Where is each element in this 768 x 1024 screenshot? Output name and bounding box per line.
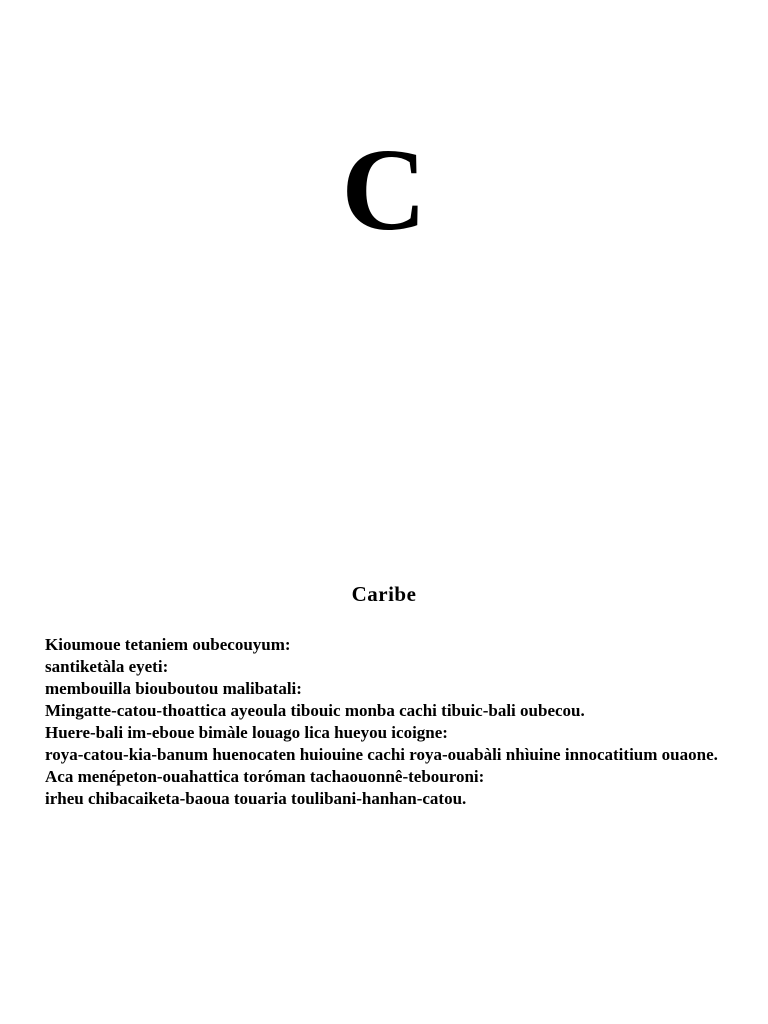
- text-line: Huere-bali im-eboue bimàle louago lica hueyou icoigne:: [45, 723, 448, 742]
- text-line: Aca menépeton-ouahattica toróman tachaouonnê-tebouroni:: [45, 767, 485, 786]
- text-line: irheu chibacaiketa-baoua touaria toulibani-hanhan-catou.: [45, 789, 467, 808]
- language-title: Caribe: [351, 582, 417, 606]
- text-line: Mingatte-catou-thoattica ayeoula tibouic monba cachi tibuic-bali oubecou.: [45, 701, 585, 720]
- text-line: Kioumoue tetaniem oubecouyum:: [45, 635, 291, 654]
- text-line: roya-catou-kia-banum huenocaten huiouine cachi roya-ouabàli nhìuine innocatitium ouaone.: [45, 745, 718, 764]
- text-line: santiketàla eyeti:: [45, 657, 169, 676]
- text-line: membouilla biouboutou malibatali:: [45, 679, 302, 698]
- section-letter: C: [341, 124, 427, 255]
- prayer-text: [45, 634, 735, 810]
